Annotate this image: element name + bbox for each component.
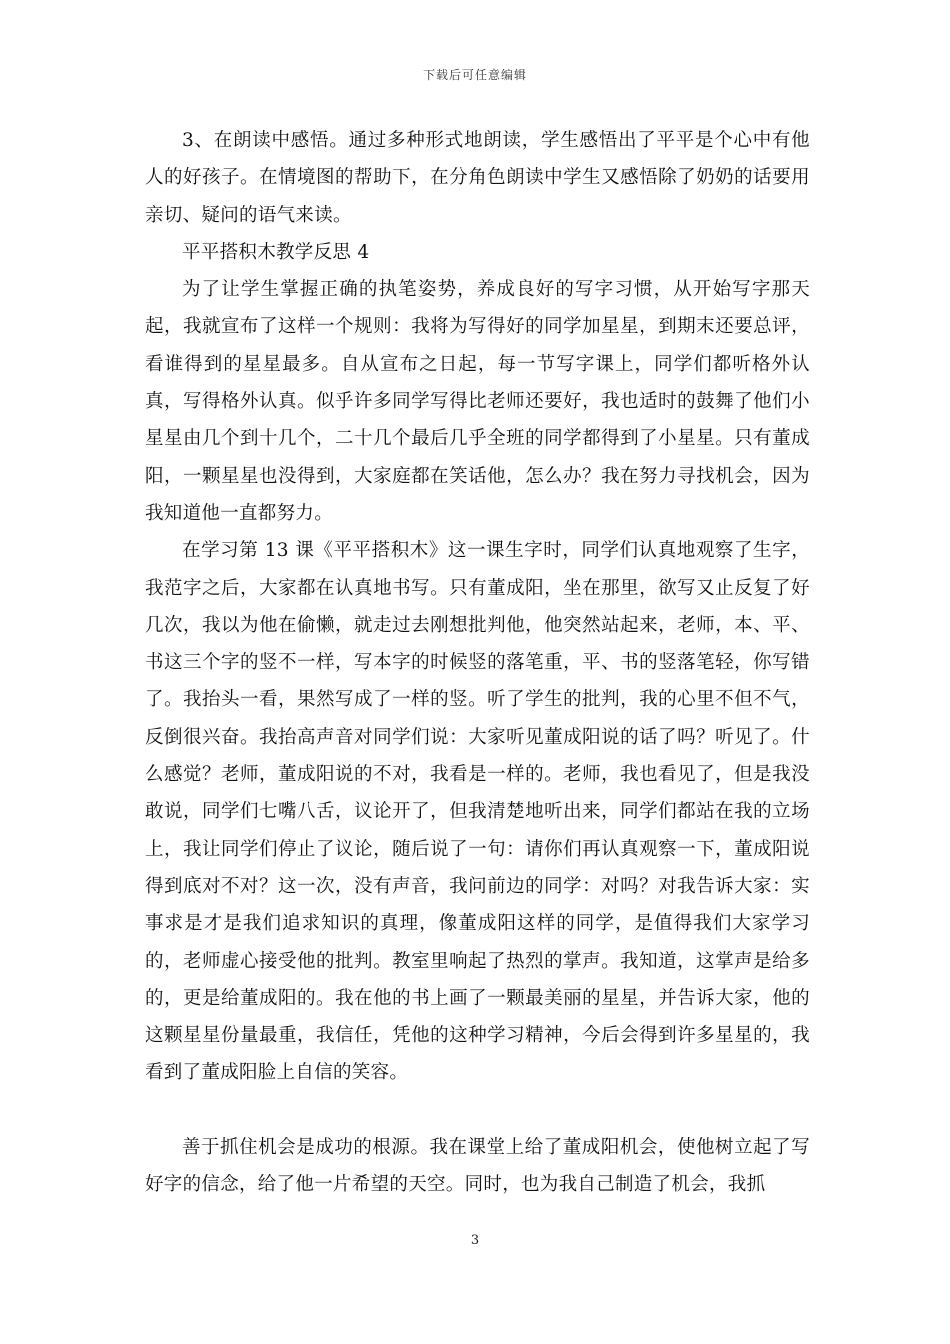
section-title: 平平搭积木教学反思 4 — [182, 241, 370, 263]
paragraph-reading-insight: 3、在朗读中感悟。通过多种形式地朗读，学生感悟出了平平是个心中有他人的好孩子。在情境图的帮助下，在分角色朗读中学生又感悟除了奶奶的话要用亲切、疑问的语气来读。 — [145, 130, 810, 226]
paragraph-opportunity: 善于抓住机会是成功的根源。我在课堂上给了董成阳机会，使他树立起了写好字的信念，给了他一片希望的天空。同时，也为我自己制造了机会，我抓 — [145, 1136, 810, 1196]
page-number: 3 — [470, 1233, 480, 1248]
paragraph-lesson-13: 在学习第 13 课《平平搭积木》这一课生字时，同学们认真地观察了生字，我范字之后，大家都在认真地书写。只有董成阳，坐在那里，欲写又止反复了好几次，我以为他在偷懒，就走过去刚想批判他，他突然站起来，老师，本、平、书这三个字的竖不一样，写本字的时候竖的落笔重，平、书的竖落笔轻，你写错了。我抬头一看，果然写成了一样的竖。听了学生的批判，我的心里不但不气，反倒很兴奋。我抬高声音对同学们说：大家听见董成阳说的话了吗？听见了。什么感觉？老师，董成阳说的不对，我看是一样的。老师，我也看见了，但是我没敢说，同学们七嘴八舌，议论开了，但我清楚地听出来，同学们都站在我的立场上，我让同学们停止了议论，随后说了一句：请你们再认真观察一下，董成阳说得到底对不对？这一次，没有声音，我问前边的同学：对吗？对我告诉大家：实事求是才是我们追求知识的真理，像董成阳这样的同学，是值得我们大家学习的，老师虚心接受他的批判。教室里响起了热烈的掌声。我知道，这掌声是给多的，更是给董成阳的。我在他的书上画了一颗最美丽的星星，并告诉大家，他的这颗星星份量最重，我信任，凭他的这种学习精神，今后会得到许多星星的，我看到了董成阳脸上自信的笑容。 — [145, 540, 810, 1084]
paragraph-spacer — [145, 1092, 810, 1129]
paragraph-star-rule: 为了让学生掌握正确的执笔姿势，养成良好的写字习惯，从开始写字那天起，我就宣布了这样一个规则：我将为写得好的同学加星星，到期末还要总评，看谁得到的星星最多。自从宣布之日起，每一节写字课上，同学们都听格外认真，写得格外认真。似乎许多同学写得比老师还要好，我也适时的鼓舞了他们小星星由几个到十几个，二十几个最后几乎全班的同学都得到了小星星。只有董成阳，一颗星星也没得到，大家庭都在笑话他，怎么办？我在努力寻找机会，因为我知道他一直都努力。 — [145, 279, 810, 524]
document-body — [145, 122, 810, 1203]
page-header: 下载后可任意编辑 — [422, 68, 527, 82]
